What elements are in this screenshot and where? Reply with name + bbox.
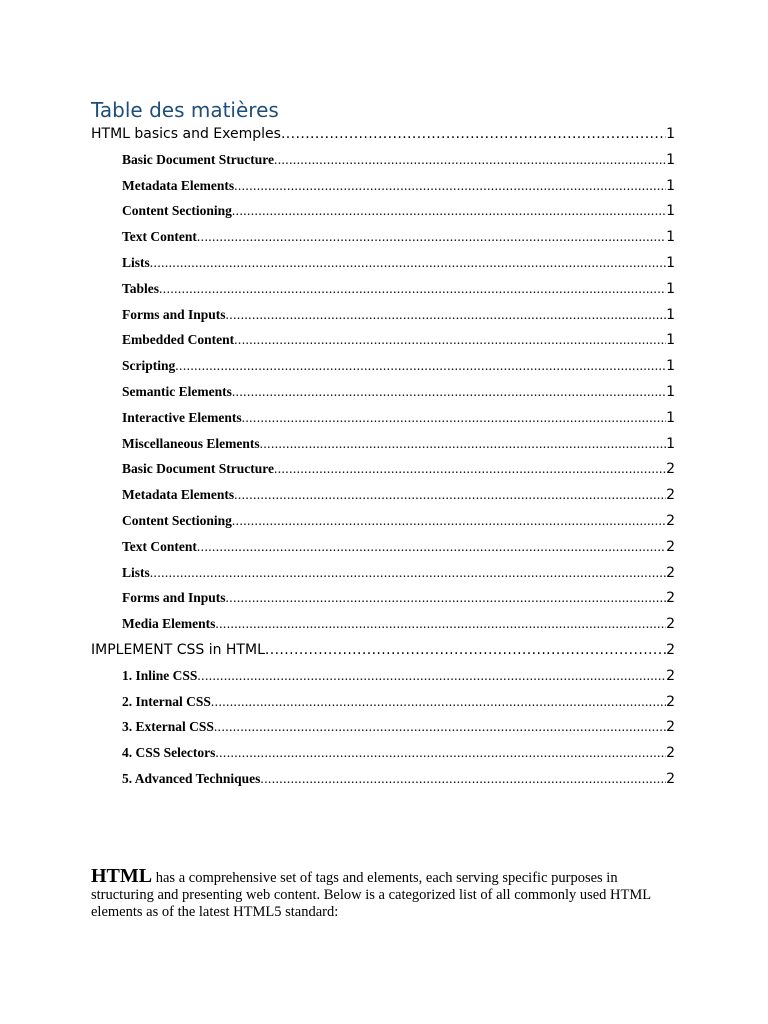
toc-leader-dots [197, 229, 666, 245]
toc-entry-label: Interactive Elements [122, 409, 242, 425]
toc-entry[interactable] [122, 745, 675, 761]
toc-entry[interactable] [122, 384, 675, 400]
toc-entry-label: Tables [122, 280, 160, 296]
toc-entry-page: 2 [666, 461, 675, 478]
toc-leader-dots [260, 771, 666, 787]
toc-entry-label: Lists [122, 564, 150, 580]
toc-leader-dots [232, 384, 666, 400]
toc-leader-dots [274, 461, 666, 477]
toc-entry[interactable] [122, 771, 675, 787]
toc-entry-label: Content Sectioning [122, 513, 232, 528]
toc-leader-dots [232, 203, 666, 219]
toc-entry-page: 1 [666, 177, 675, 194]
intro-text: has a comprehensive set of tags and elements, each serving specific purposes in structuring and presenting web content. Below is a categorized list of all commonly used HTML elements as of the latest HTML5 standard: [91, 870, 651, 920]
toc-entry-label: 1. Inline CSS [122, 667, 198, 683]
toc-entry-label: HTML basics and Exemples [91, 126, 281, 142]
toc-entry[interactable] [122, 719, 675, 735]
toc-entry[interactable] [122, 487, 675, 503]
toc-leader-dots [214, 719, 666, 735]
toc-entry-label: Miscellaneous Elements [122, 435, 260, 451]
toc-entry[interactable] [122, 436, 675, 452]
toc-entry-page: 1 [666, 126, 675, 142]
toc-entry[interactable] [122, 410, 675, 426]
toc-entry-label: Media Elements [122, 616, 216, 632]
toc-entry-label: 5. Advanced Techniques [122, 771, 261, 786]
toc-entry-label: Text Content [122, 538, 197, 554]
toc-entry-page: 1 [666, 358, 675, 375]
toc-entry-label: Semantic Elements [122, 384, 232, 399]
toc-entry-label: Content Sectioning [122, 203, 232, 219]
toc-entry-page: 1 [666, 435, 675, 452]
toc-entry[interactable] [91, 126, 675, 142]
toc-entry-label: Text Content [122, 229, 197, 245]
toc-leader-dots [234, 332, 666, 348]
toc-entry-page: 2 [666, 538, 675, 555]
toc-leader-dots [234, 487, 666, 503]
toc-leader-dots [265, 642, 666, 658]
toc-leader-dots [226, 590, 667, 606]
toc-entry-label: Forms and Inputs [122, 306, 226, 322]
toc-entry-page: 1 [666, 151, 675, 168]
toc-entry-label: Basic Document Structure [122, 151, 274, 167]
toc-entry-page: 1 [666, 409, 675, 426]
toc-leader-dots [232, 513, 666, 529]
toc-leader-dots [211, 694, 666, 710]
toc-leader-dots [242, 410, 666, 426]
toc-leader-dots [260, 436, 666, 452]
toc-entry[interactable] [122, 255, 675, 271]
toc-leader-dots [159, 281, 666, 297]
toc-entry-label: Basic Document Structure [122, 461, 274, 477]
toc-entry-page: 2 [666, 771, 675, 787]
toc-leader-dots [281, 126, 666, 142]
toc-leader-dots [215, 745, 666, 761]
toc-leader-dots [197, 539, 666, 555]
toc-leader-dots [197, 668, 666, 684]
toc-entry-label: IMPLEMENT CSS in HTML [91, 642, 265, 658]
toc-entry-label: 3. External CSS [122, 719, 214, 735]
toc-entry[interactable] [122, 668, 675, 684]
toc-entry-page: 1 [666, 229, 675, 246]
toc-entry[interactable] [122, 461, 675, 477]
toc-entry-page: 2 [666, 616, 675, 633]
toc-entry-page: 1 [666, 306, 675, 323]
toc-leader-dots [215, 616, 666, 632]
toc-entry-page: 2 [666, 745, 675, 762]
toc-entry[interactable] [122, 694, 675, 710]
toc-entry[interactable] [122, 565, 675, 581]
toc-entry-label: 4. CSS Selectors [122, 745, 216, 761]
toc-leader-dots [175, 358, 666, 374]
toc-entry[interactable] [122, 358, 675, 374]
toc-entry[interactable] [122, 539, 675, 555]
toc-leader-dots [234, 178, 666, 194]
toc-entry-page: 2 [666, 564, 675, 581]
toc-entry-page: 2 [666, 667, 675, 684]
intro-lead-word: HTML [91, 865, 153, 887]
toc-entry-label: Forms and Inputs [122, 590, 226, 606]
toc-entry[interactable] [122, 178, 675, 194]
toc-entry-page: 2 [666, 642, 675, 658]
toc-entry[interactable] [91, 642, 675, 658]
toc-entry[interactable] [122, 203, 675, 219]
toc-entry-page: 1 [666, 332, 675, 349]
toc-entry-page: 1 [666, 280, 675, 297]
toc-entry-page: 2 [666, 590, 675, 607]
toc-entry[interactable] [122, 281, 675, 297]
toc-entry-label: Lists [122, 255, 150, 270]
toc-entry-label: 2. Internal CSS [122, 693, 211, 709]
intro-paragraph [91, 865, 671, 921]
toc-entry-page: 2 [666, 487, 675, 504]
toc-leader-dots [226, 307, 667, 323]
toc-leader-dots [150, 565, 666, 581]
toc-entry-label: Embedded Content [122, 332, 235, 348]
toc-entry-page: 2 [666, 513, 675, 529]
toc-entry-page: 2 [666, 719, 675, 736]
toc-entry-page: 1 [666, 255, 675, 271]
toc-entry[interactable] [122, 513, 675, 529]
toc-leader-dots [150, 255, 666, 271]
toc-entry[interactable] [122, 307, 675, 323]
toc-entry[interactable] [122, 616, 675, 632]
toc-entry-label: Scripting [122, 358, 176, 374]
toc-entry[interactable] [122, 590, 675, 606]
toc-entry-label: Metadata Elements [122, 177, 235, 193]
toc-entry-page: 2 [666, 693, 675, 710]
toc-leader-dots [274, 152, 666, 168]
toc-entry[interactable] [122, 229, 675, 245]
toc-title: Table des matières [91, 98, 279, 122]
toc-entry-page: 1 [666, 384, 675, 400]
toc-entry-page: 1 [666, 203, 675, 220]
toc-entry[interactable] [122, 152, 675, 168]
toc-entry[interactable] [122, 332, 675, 348]
toc-entry-label: Metadata Elements [122, 487, 235, 503]
